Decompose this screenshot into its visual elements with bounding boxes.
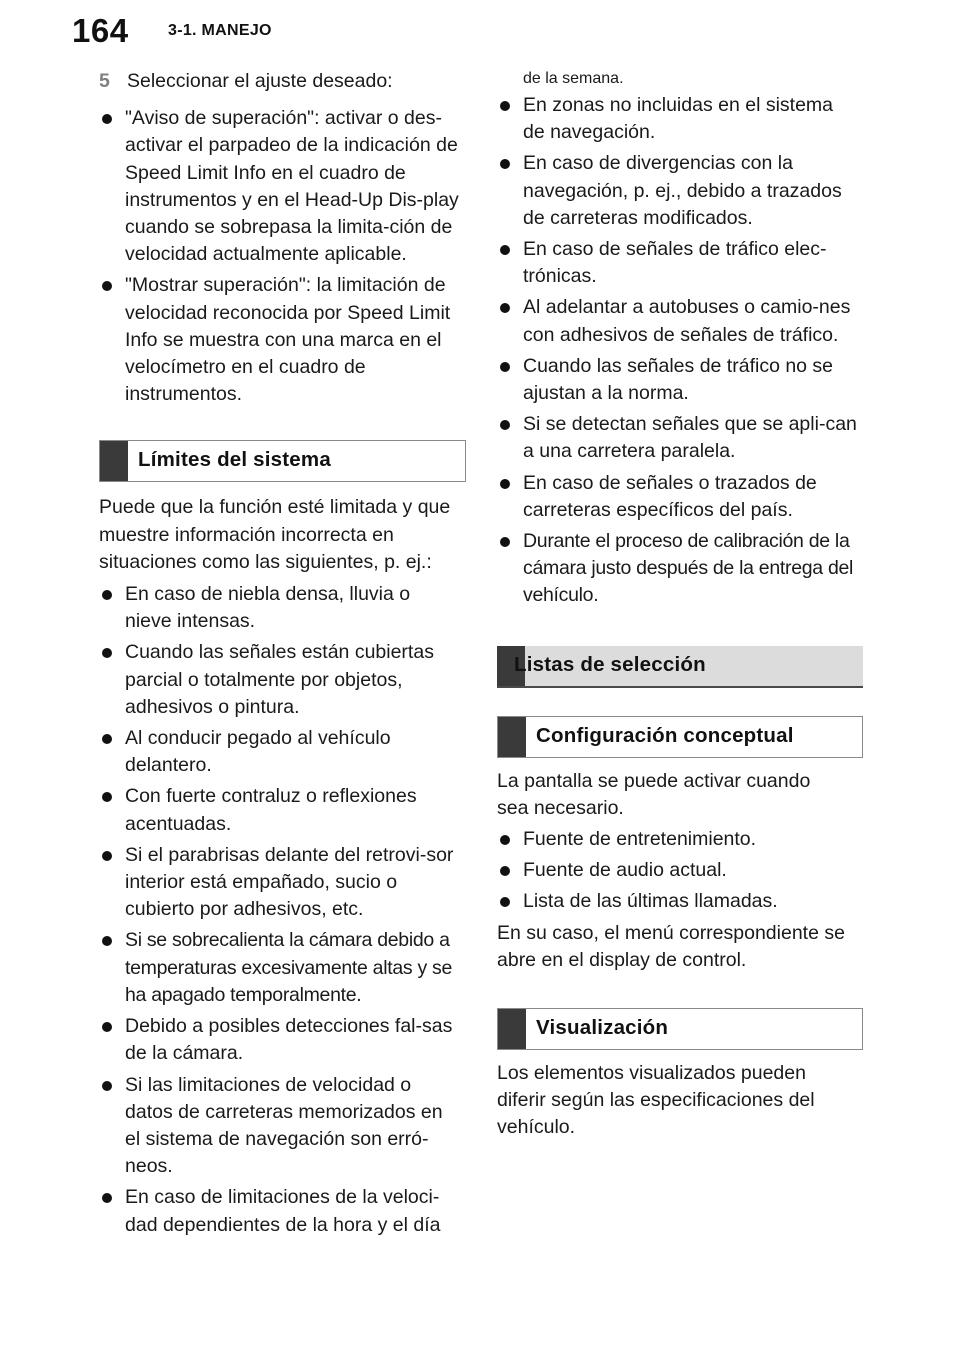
- bullet-icon: [497, 92, 523, 146]
- bullet-icon: [99, 639, 125, 721]
- bullet-icon: [99, 105, 125, 268]
- list-item: En caso de señales de tráfico elec-trónicas.: [497, 236, 859, 290]
- list-item: En caso de divergencias con la navegación, p. ej., debido a trazados de carreteras modificados.: [497, 150, 859, 232]
- list-item: En zonas no incluidas en el sistema de navegación.: [497, 92, 859, 146]
- section-title: 3-1. MANEJO: [168, 22, 272, 39]
- list-item: En caso de limitaciones de la veloci-dad dependientes de la hora y el día: [99, 1184, 461, 1238]
- list-item: Si las limitaciones de velocidad o datos de carreteras memorizados en el sistema de navegación son erró-neos.: [99, 1072, 461, 1181]
- list-item: Si el parabrisas delante del retrovi-sor interior está empañado, sucio o cubierto por adhesivos, etc.: [99, 842, 461, 924]
- list-item: Al adelantar a autobuses o camio-nes con adhesivos de señales de tráfico.: [497, 294, 859, 348]
- list-item: "Aviso de superación": activar o des-activar el parpadeo de la indicación de Speed Limit Info en el cuadro de instrumentos y en el Head-Up Dis-play cuando se sobrepasa la limita-ción de velocidad actualmente aplicable.: [99, 105, 461, 268]
- list-item: Con fuerte contraluz o reflexiones acentuadas.: [99, 783, 461, 837]
- bullet-icon: [99, 272, 125, 408]
- bullet-icon: [99, 927, 125, 1009]
- step-5: [99, 68, 469, 95]
- list-item: Cuando las señales están cubiertas parcial o totalmente por objetos, adhesivos o pintura.: [99, 639, 461, 721]
- limits-intro: Puede que la función esté limitada y que muestre información incorrecta en situaciones como las siguientes, p. ej.:: [99, 496, 451, 573]
- list-item: "Mostrar superación": la limitación de velocidad reconocida por Speed Limit Info se muestra con una marca en el velocímetro en el cuadro de instrumentos.: [99, 272, 461, 408]
- bullet-icon: [497, 888, 523, 915]
- list-item: Debido a posibles detecciones fal-sas de la cámara.: [99, 1013, 461, 1067]
- list-item: En caso de niebla densa, lluvia o nieve intensas.: [99, 581, 461, 635]
- bullet-icon: [497, 236, 523, 290]
- continuation-text: de la semana.: [523, 70, 624, 87]
- heading-limits: Límites del sistema: [99, 440, 466, 482]
- concept-intro: La pantalla se puede activar cuando sea necesario.: [497, 769, 811, 819]
- list-item: Si se detectan señales que se apli-can a una carretera paralela.: [497, 411, 859, 465]
- step-text: Seleccionar el ajuste deseado:: [127, 70, 393, 92]
- bullet-icon: [497, 411, 523, 465]
- list-item: Fuente de entretenimiento.: [497, 826, 859, 853]
- page-number: 164: [72, 12, 129, 49]
- heading-display: Visualización: [497, 1008, 863, 1050]
- bullet-icon: [99, 1184, 125, 1238]
- list-item: Durante el proceso de calibración de la cámara justo después de la entrega del vehículo.: [497, 528, 859, 610]
- step-number: 5: [99, 70, 110, 92]
- bullet-icon: [99, 1013, 125, 1067]
- list-item: Al conducir pegado al vehículo delantero.: [99, 725, 461, 779]
- bullet-icon: [99, 783, 125, 837]
- bullet-icon: [497, 826, 523, 853]
- bullet-icon: [99, 1072, 125, 1181]
- list-item: Fuente de audio actual.: [497, 857, 859, 884]
- list-item: Si se sobrecalienta la cámara debido a temperaturas excesivamente altas y se ha apagado temporalmente.: [99, 927, 461, 1009]
- heading-concept: Configuración conceptual: [497, 716, 863, 758]
- bullet-icon: [99, 842, 125, 924]
- left-column: [99, 68, 469, 1243]
- list-item: Cuando las señales de tráfico no se ajustan a la norma.: [497, 353, 859, 407]
- bullet-icon: [497, 528, 523, 610]
- heading-bar: [100, 441, 128, 481]
- heading-lists: Listas de selección: [497, 646, 863, 688]
- bullet-icon: [497, 470, 523, 524]
- concept-outro: En su caso, el menú correspondiente se abre en el display de control.: [497, 921, 845, 971]
- bullet-icon: [497, 150, 523, 232]
- heading-bar: [498, 1009, 526, 1049]
- bullet-icon: [99, 725, 125, 779]
- list-item: En caso de señales o trazados de carreteras específicos del país.: [497, 470, 859, 524]
- bullet-icon: [497, 353, 523, 407]
- bullet-icon: [99, 581, 125, 635]
- bullet-icon: [497, 857, 523, 884]
- list-item: Lista de las últimas llamadas.: [497, 888, 859, 915]
- heading-bar: [498, 717, 526, 757]
- display-text: Los elementos visualizados pueden diferir según las especificaciones del vehículo.: [497, 1062, 815, 1139]
- bullet-icon: [497, 294, 523, 348]
- right-column: [497, 70, 867, 1146]
